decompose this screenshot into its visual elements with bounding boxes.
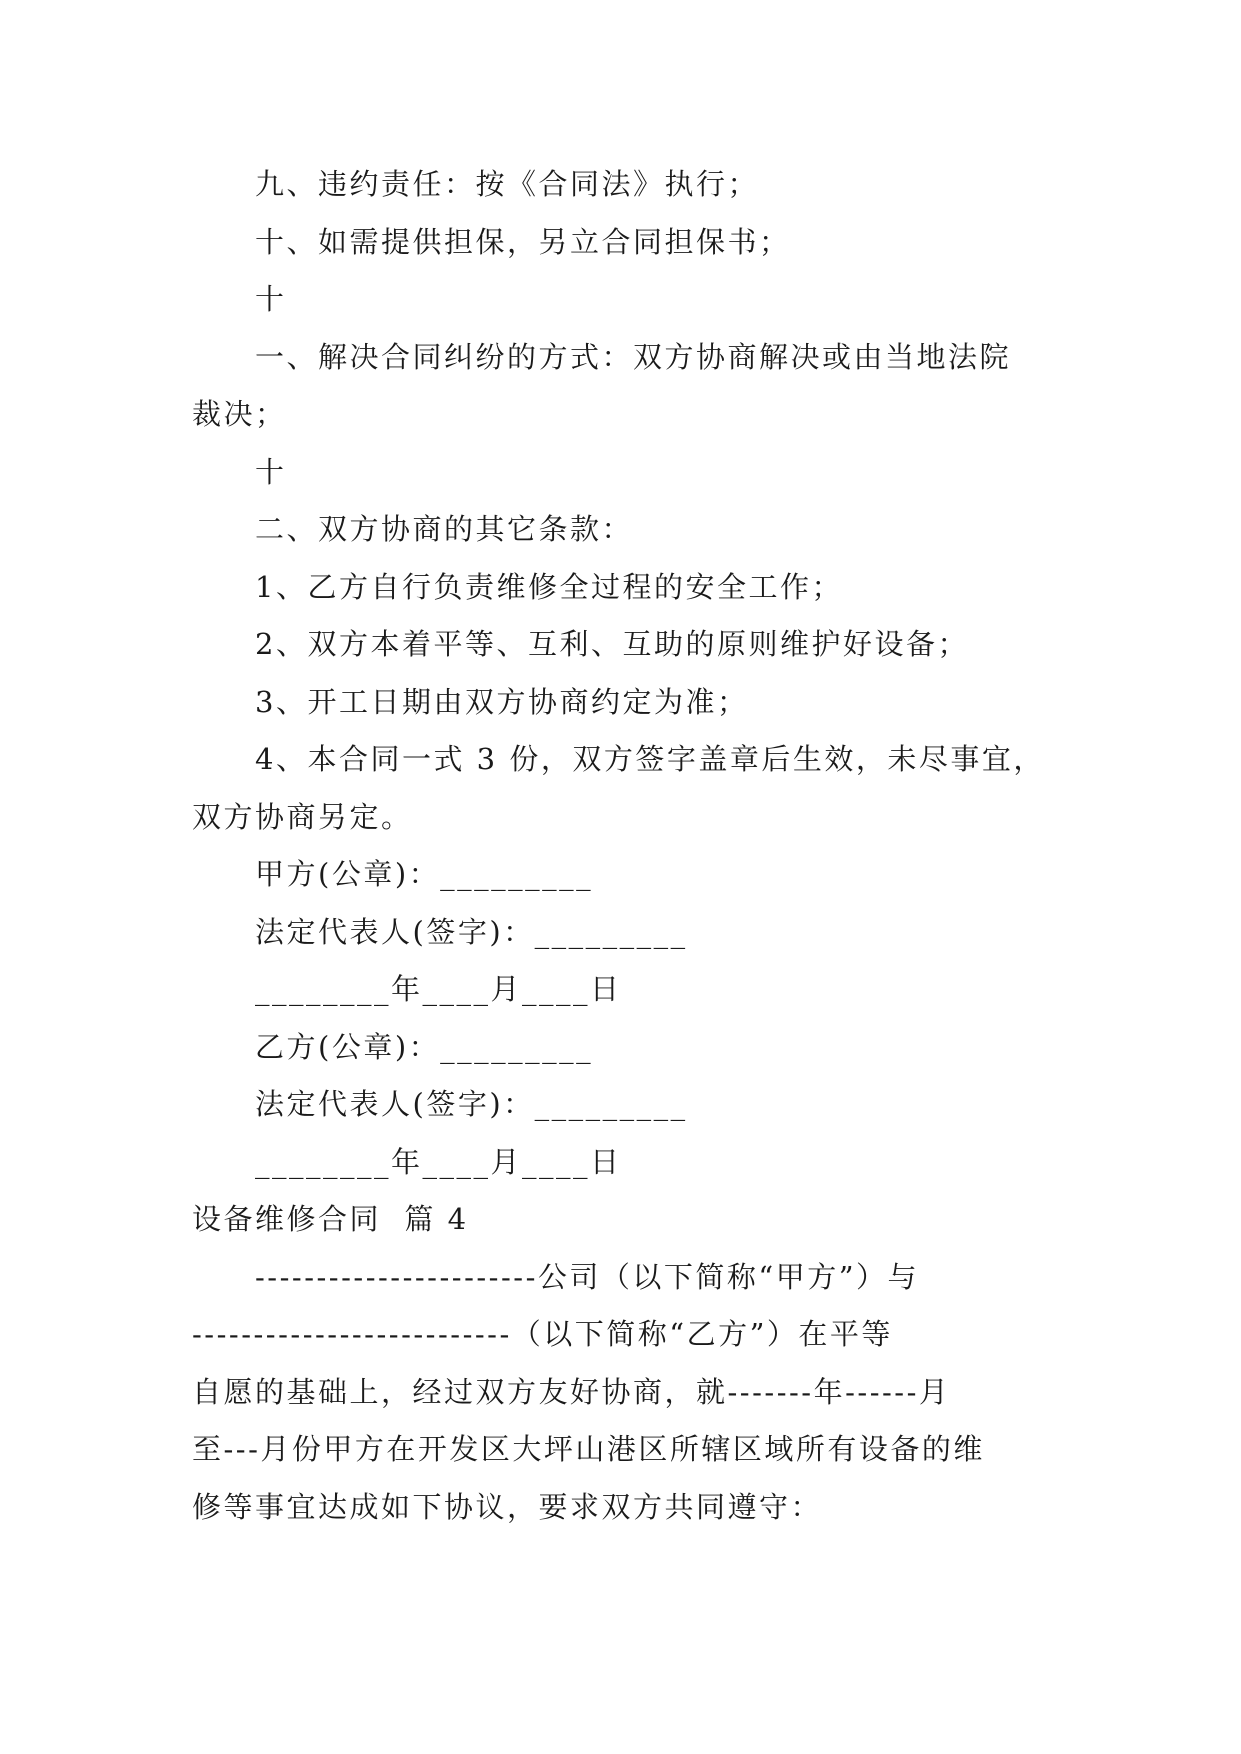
intro-line-4: 至---月份甲方在开发区大坪山港区所辖区域所有设备的维 <box>192 1432 985 1466</box>
list-item-4-cont: 双方协商另定。 <box>192 800 413 834</box>
list-item-4: 4、本合同一式 3 份，双方签字盖章后生效，未尽事宜， <box>255 742 1045 776</box>
section-title: 设备维修合同 篇 4 <box>192 1202 469 1236</box>
list-item-3: 3、开工日期由双方协商约定为准； <box>255 685 749 719</box>
clause-9: 九、违约责任：按《合同法》执行； <box>255 167 760 201</box>
party-a-date: ________年____月____日 <box>255 972 622 1006</box>
party-b-seal: 乙方(公章)：_________ <box>255 1030 594 1064</box>
clause-12-heading: 二、双方协商的其它条款： <box>255 512 634 546</box>
clause-11-text-cont: 裁决； <box>192 397 287 431</box>
party-a-representative: 法定代表人(签字)：_________ <box>255 915 688 949</box>
party-a-seal: 甲方(公章)：_________ <box>255 857 594 891</box>
clause-11-text: 一、解决合同纠纷的方式：双方协商解决或由当地法院 <box>255 340 1012 374</box>
party-b-representative: 法定代表人(签字)：_________ <box>255 1087 688 1121</box>
list-item-1: 1、乙方自行负责维修全过程的安全工作； <box>255 570 843 604</box>
party-b-date: ________年____月____日 <box>255 1145 622 1179</box>
clause-10: 十、如需提供担保，另立合同担保书； <box>255 225 791 259</box>
clause-12-number: 十 <box>255 455 287 489</box>
clause-11-number: 十 <box>255 282 287 316</box>
list-item-2: 2、双方本着平等、互利、互助的原则维护好设备； <box>255 627 969 661</box>
intro-line-2: --------------------------（以下简称“乙方”）在平等 <box>192 1317 893 1351</box>
intro-line-3: 自愿的基础上，经过双方友好协商，就-------年------月 <box>192 1375 951 1409</box>
intro-line-5: 修等事宜达成如下协议，要求双方共同遵守： <box>192 1490 823 1524</box>
intro-line-1: -----------------------公司（以下简称“甲方”）与 <box>255 1260 920 1294</box>
